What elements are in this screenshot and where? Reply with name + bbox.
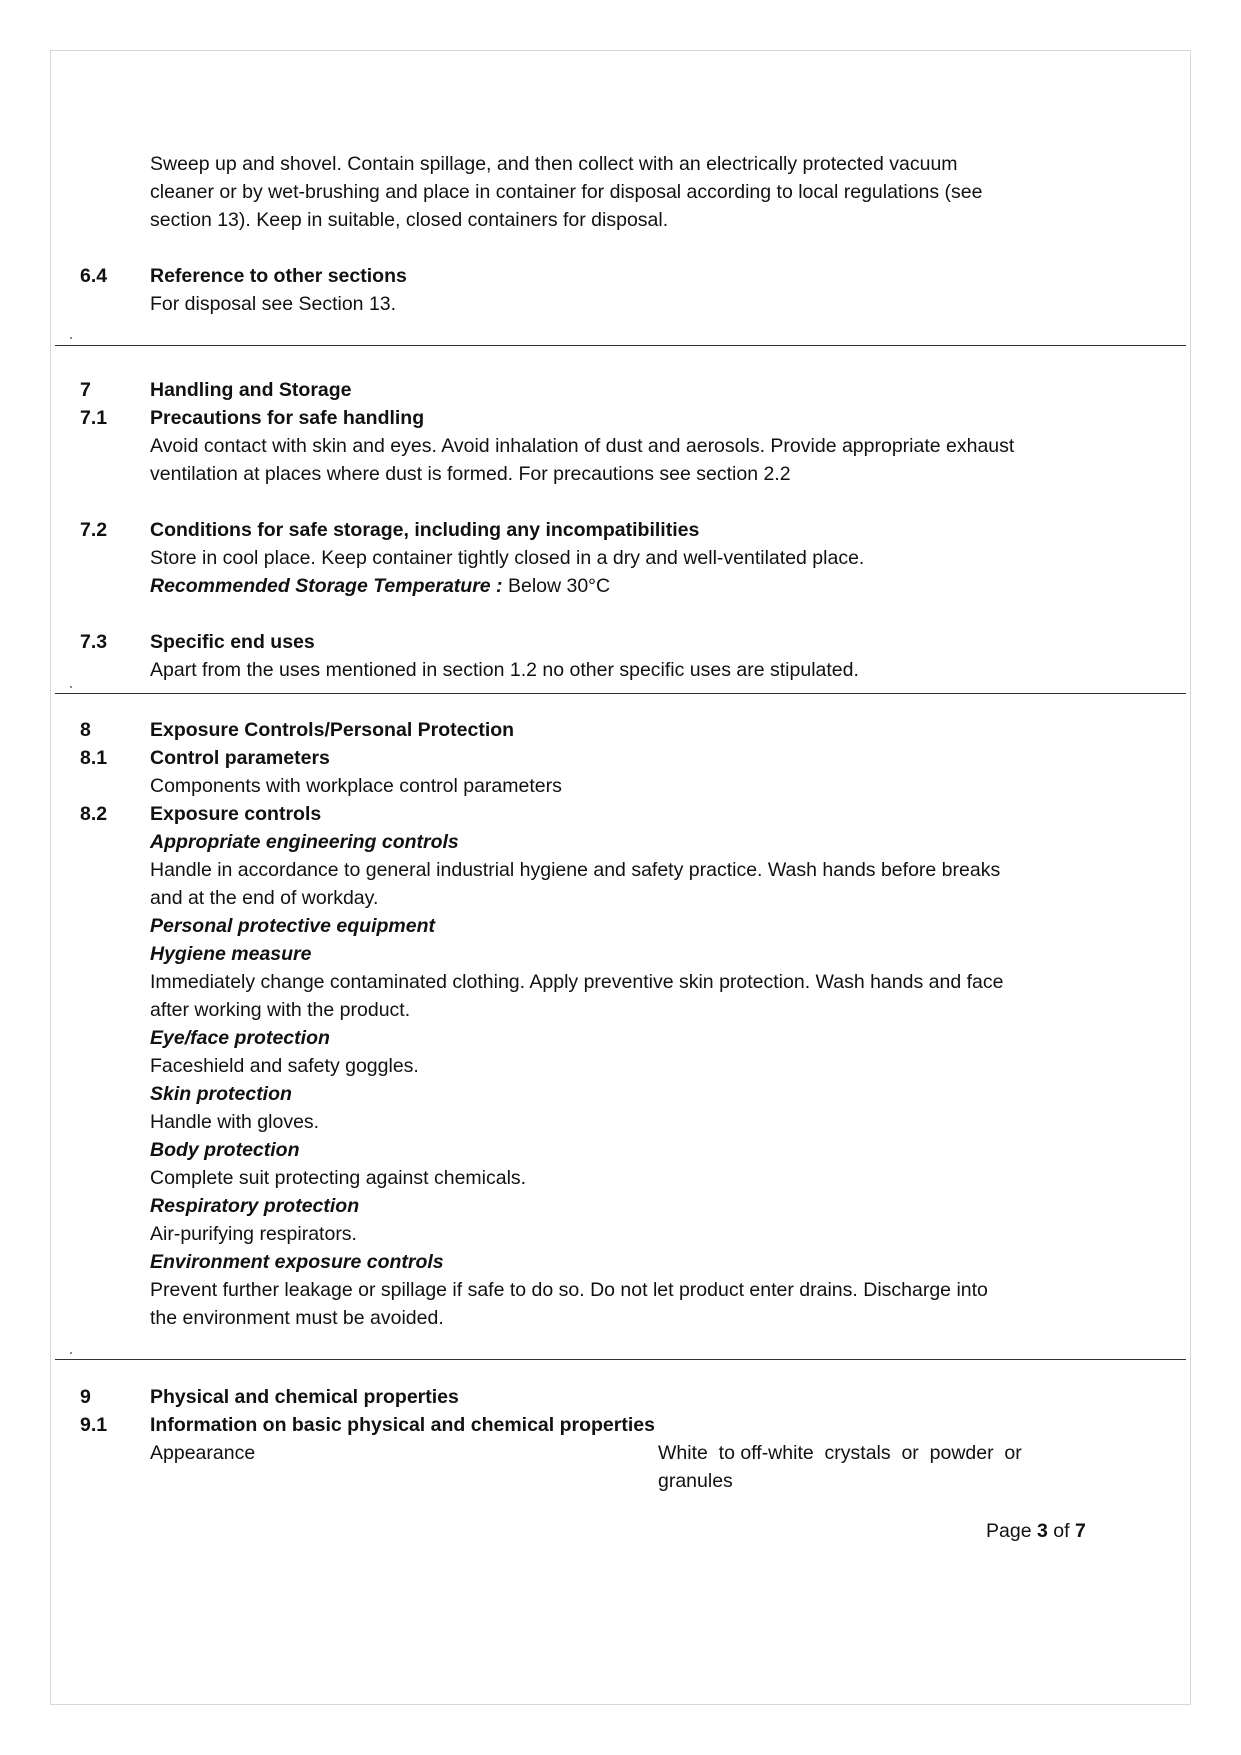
engineering-controls-heading: Appropriate engineering controls bbox=[150, 831, 459, 853]
section-9-title: Physical and chemical properties bbox=[150, 1386, 459, 1408]
page-number-footer bbox=[986, 1517, 1086, 1545]
ppe-heading: Personal protective equipment bbox=[150, 915, 435, 937]
property-value-appearance-line-2: granules bbox=[658, 1470, 733, 1492]
section-8-2-number: 8.2 bbox=[80, 803, 108, 825]
section-7-number: 7 bbox=[80, 379, 91, 401]
section-8-1-title: Control parameters bbox=[150, 747, 330, 769]
section-8-number: 8 bbox=[80, 719, 91, 741]
section-7-2-title: Conditions for safe storage, including any incompatibilities bbox=[150, 519, 700, 541]
storage-temperature-label: Recommended Storage Temperature : bbox=[150, 575, 503, 597]
section-7-1-title: Precautions for safe handling bbox=[150, 407, 425, 429]
section-divider-2 bbox=[55, 693, 1186, 694]
page-prefix: Page bbox=[986, 1520, 1037, 1542]
s6-3-line-3: section 13). Keep in suitable, closed containers for disposal. bbox=[150, 209, 669, 231]
page-current: 3 bbox=[1036, 1520, 1048, 1542]
property-label-appearance: Appearance bbox=[150, 1442, 256, 1464]
section-6-4-number: 6.4 bbox=[80, 265, 108, 287]
divider-tick bbox=[70, 337, 72, 339]
section-8-1-number: 8.1 bbox=[80, 747, 108, 769]
section-9-number: 9 bbox=[80, 1386, 91, 1408]
section-6-4-text: For disposal see Section 13. bbox=[150, 293, 397, 315]
divider-tick bbox=[70, 1352, 72, 1354]
section-7-1-line-2: ventilation at places where dust is formed. For precautions see section 2.2 bbox=[150, 463, 791, 485]
body-protection-text: Complete suit protecting against chemicals. bbox=[150, 1167, 527, 1189]
skin-protection-text: Handle with gloves. bbox=[150, 1111, 320, 1133]
section-divider-3 bbox=[55, 1359, 1186, 1360]
property-value-appearance-line-1: White to off-white crystals or powder or bbox=[658, 1442, 1022, 1464]
respiratory-protection-heading: Respiratory protection bbox=[150, 1195, 360, 1217]
storage-temperature-value: Below 30°C bbox=[507, 575, 611, 597]
eye-protection-heading: Eye/face protection bbox=[150, 1027, 330, 1049]
section-7-3-number: 7.3 bbox=[80, 631, 108, 653]
environment-controls-heading: Environment exposure controls bbox=[150, 1251, 444, 1273]
storage-temperature-row bbox=[150, 572, 610, 600]
respiratory-protection-text: Air-purifying respirators. bbox=[150, 1223, 357, 1245]
hygiene-heading: Hygiene measure bbox=[150, 943, 312, 965]
section-6-4-title: Reference to other sections bbox=[150, 265, 407, 287]
engineering-controls-line-2: and at the end of workday. bbox=[150, 887, 379, 909]
divider-tick bbox=[70, 686, 72, 688]
section-divider-1 bbox=[55, 345, 1186, 346]
hygiene-line-2: after working with the product. bbox=[150, 999, 411, 1021]
section-9-1-number: 9.1 bbox=[80, 1414, 108, 1436]
section-7-3-title: Specific end uses bbox=[150, 631, 315, 653]
section-8-2-title: Exposure controls bbox=[150, 803, 322, 825]
section-8-1-text: Components with workplace control parameters bbox=[150, 775, 562, 797]
skin-protection-heading: Skin protection bbox=[150, 1083, 292, 1105]
engineering-controls-line-1: Handle in accordance to general industrial hygiene and safety practice. Wash hands before breaks bbox=[150, 859, 1001, 881]
environment-controls-line-2: the environment must be avoided. bbox=[150, 1307, 444, 1329]
s6-3-line-2: cleaner or by wet-brushing and place in container for disposal according to local regulations (see bbox=[150, 181, 983, 203]
body-protection-heading: Body protection bbox=[150, 1139, 300, 1161]
section-7-2-number: 7.2 bbox=[80, 519, 108, 541]
s6-3-line-1: Sweep up and shovel. Contain spillage, and then collect with an electrically protected vacuum bbox=[150, 153, 958, 175]
section-7-title: Handling and Storage bbox=[150, 379, 352, 401]
section-7-3-text: Apart from the uses mentioned in section 1.2 no other specific uses are stipulated. bbox=[150, 659, 859, 681]
section-8-title: Exposure Controls/Personal Protection bbox=[150, 719, 515, 741]
environment-controls-line-1: Prevent further leakage or spillage if safe to do so. Do not let product enter drains. Discharge into bbox=[150, 1279, 988, 1301]
eye-protection-text: Faceshield and safety goggles. bbox=[150, 1055, 419, 1077]
section-7-1-number: 7.1 bbox=[80, 407, 108, 429]
section-7-1-line-1: Avoid contact with skin and eyes. Avoid inhalation of dust and aerosols. Provide appropriate exhaust bbox=[150, 435, 1015, 457]
section-9-1-title: Information on basic physical and chemical properties bbox=[150, 1414, 655, 1436]
section-7-2-text: Store in cool place. Keep container tightly closed in a dry and well-ventilated place. bbox=[150, 547, 865, 569]
page-of: of bbox=[1047, 1520, 1075, 1542]
page-total: 7 bbox=[1074, 1520, 1086, 1542]
hygiene-line-1: Immediately change contaminated clothing. Apply preventive skin protection. Wash hands and face bbox=[150, 971, 1004, 993]
